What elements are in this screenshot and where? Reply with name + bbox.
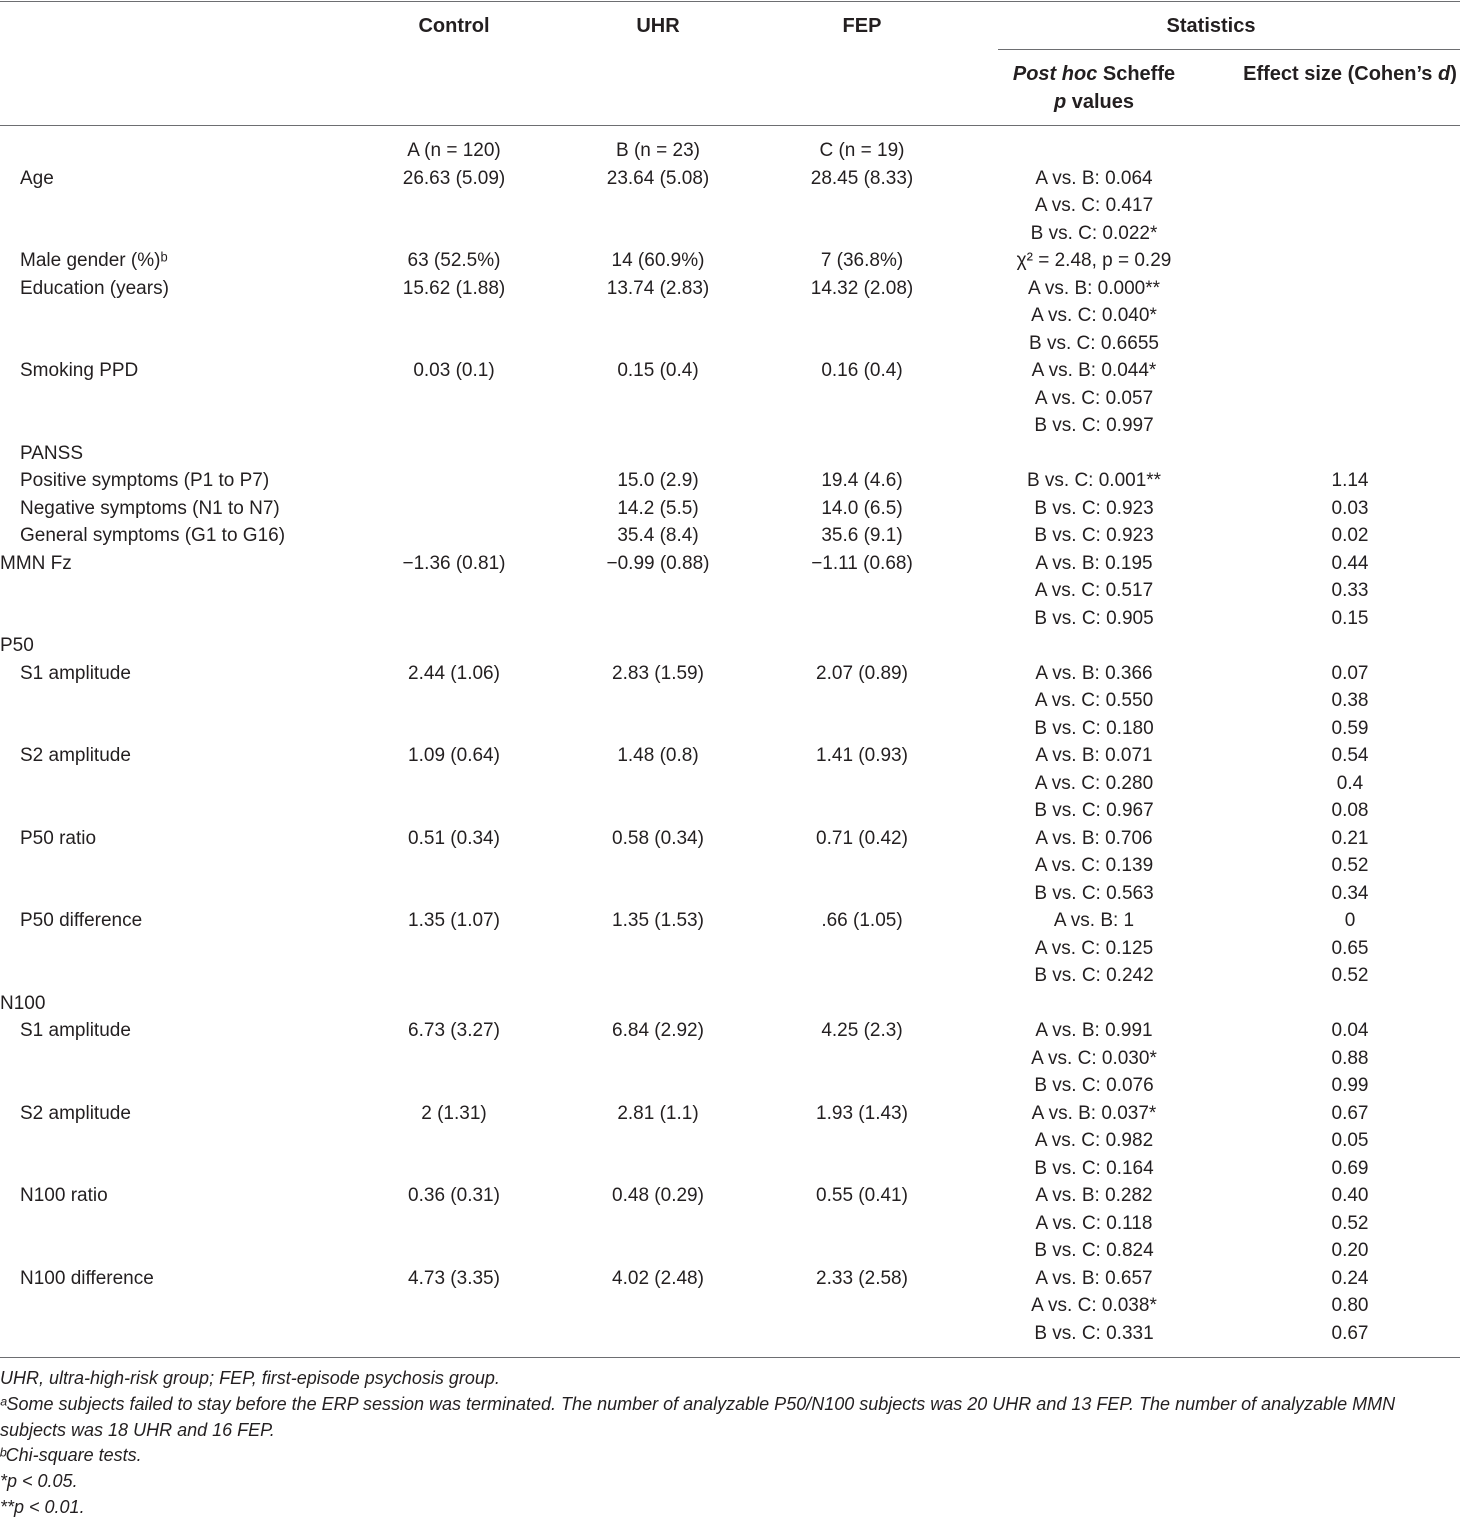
cell-uhr: 0.15 (0.4): [617, 360, 699, 381]
row-label: P50 ratio: [20, 827, 97, 849]
col-header-effect-size: [1236, 60, 1460, 88]
cell-posthoc-p: A vs. B: 0.991: [1035, 1020, 1153, 1041]
table-row: [0, 1127, 1460, 1155]
effect-suffix: ): [1450, 63, 1457, 85]
table-row: [0, 852, 1460, 880]
cell-fep: 2.33 (2.58): [816, 1267, 908, 1289]
cell-fep: C (n = 19): [819, 140, 905, 161]
cell-uhr: −0.99 (0.88): [606, 552, 710, 574]
cell-uhr: 15.0 (2.9): [617, 470, 699, 491]
table-top-rule: [0, 1, 1460, 2]
table-row: [0, 1182, 1460, 1210]
cell-posthoc-p: A vs. C: 0.517: [1034, 580, 1154, 601]
cell-posthoc-p: A vs. B: 0.706: [1035, 827, 1153, 849]
cell-effect-size: 0.07: [1331, 662, 1369, 684]
cell-posthoc-p: A vs. C: 0.125: [1034, 937, 1154, 959]
table-row: [0, 550, 1460, 578]
table-row: [0, 935, 1460, 963]
cell-effect-size: 0.67: [1331, 1102, 1369, 1124]
cell-posthoc-p: A vs. B: 0.071: [1035, 745, 1153, 766]
cell-uhr: B (n = 23): [616, 140, 700, 161]
cell-effect-size: 0.33: [1331, 580, 1369, 601]
cell-effect-size: 0.04: [1331, 1020, 1369, 1041]
cell-effect-size: 0.54: [1331, 745, 1369, 766]
cell-effect-size: 0.20: [1331, 1240, 1369, 1261]
cell-posthoc-p: A vs. B: 0.282: [1035, 1185, 1153, 1206]
table-row: [0, 880, 1460, 908]
cell-control: 63 (52.5%): [407, 250, 501, 271]
row-label: N100 difference: [20, 1267, 154, 1289]
table-row: [0, 192, 1460, 220]
footnote-p05: *p < 0.05.: [0, 1471, 78, 1492]
table-row: [0, 907, 1460, 935]
cell-control: 26.63 (5.09): [402, 167, 506, 189]
col-header-statistics: Statistics: [1166, 15, 1256, 37]
col-header-fep: FEP: [842, 15, 882, 37]
effect-italic: d: [1437, 63, 1451, 85]
table-row: [0, 1072, 1460, 1100]
table-row: [0, 1292, 1460, 1320]
footnote-b: ᵇChi-square tests.: [0, 1445, 142, 1466]
table-row: [0, 302, 1460, 330]
table-row: [0, 990, 1460, 1018]
cell-effect-size: 0.52: [1331, 855, 1369, 876]
cell-effect-size: 0.59: [1331, 717, 1369, 739]
table-row: [0, 632, 1460, 660]
cell-posthoc-p: B vs. C: 0.164: [1034, 1157, 1154, 1179]
cell-effect-size: 0.65: [1331, 937, 1369, 959]
cell-posthoc-p: A vs. C: 0.038*: [1031, 1295, 1157, 1316]
cell-fep: 14.0 (6.5): [821, 497, 903, 519]
col-header-uhr: UHR: [636, 15, 680, 37]
table-row: [0, 715, 1460, 743]
table-row: [0, 1155, 1460, 1183]
cell-fep: 0.16 (0.4): [821, 360, 903, 381]
cell-uhr: 14.2 (5.5): [617, 497, 699, 519]
table-footnotes: [0, 1366, 1440, 1521]
cell-effect-size: 0.38: [1331, 690, 1369, 711]
cell-posthoc-p: A vs. C: 0.417: [1034, 195, 1154, 216]
cell-uhr: 4.02 (2.48): [612, 1267, 704, 1289]
table-row: [0, 385, 1460, 413]
cell-posthoc-p: B vs. C: 0.967: [1034, 800, 1154, 821]
table-row: [0, 1210, 1460, 1238]
cell-posthoc-p: B vs. C: 0.923: [1034, 525, 1154, 546]
table-row: [0, 962, 1460, 990]
cell-effect-size: 0.67: [1331, 1322, 1369, 1344]
cell-fep: 7 (36.8%): [820, 250, 904, 271]
cell-control: 6.73 (3.27): [408, 1020, 500, 1041]
cell-posthoc-p: B vs. C: 0.905: [1034, 607, 1154, 629]
cell-posthoc-p: A vs. B: 1: [1053, 910, 1135, 931]
cell-effect-size: 0.88: [1331, 1047, 1369, 1069]
table-row: [0, 275, 1460, 303]
cell-effect-size: 0.4: [1336, 772, 1364, 794]
cell-fep: 2.07 (0.89): [816, 662, 908, 684]
cell-effect-size: 0.03: [1331, 497, 1369, 519]
cell-uhr: 14 (60.9%): [611, 250, 705, 271]
table-row: [0, 577, 1460, 605]
cell-posthoc-p: B vs. C: 0.824: [1034, 1240, 1154, 1261]
row-label: Smoking PPD: [20, 360, 139, 381]
cell-posthoc-p: A vs. C: 0.139: [1034, 855, 1154, 876]
footnote-a: ᵃSome subjects failed to stay before the ERP session was terminated. The number of analyzable P50/N100 subjects was 20 UHR and 13 FEP. The number of analyzable MMN subjects was 18 UHR and 16 FEP.: [0, 1393, 1396, 1440]
table-row: [0, 1017, 1460, 1045]
table-row: [0, 495, 1460, 523]
table-row: [0, 412, 1460, 440]
cell-effect-size: 0.34: [1331, 882, 1369, 904]
row-label: Negative symptoms (N1 to N7): [20, 497, 280, 519]
cell-control: 2 (1.31): [421, 1102, 487, 1124]
cell-posthoc-p: A vs. B: 0.000**: [1027, 277, 1161, 299]
table-row: [0, 357, 1460, 385]
cell-posthoc-p: A vs. C: 0.118: [1035, 1212, 1153, 1234]
cell-posthoc-p: B vs. C: 0.022*: [1030, 222, 1158, 244]
cell-control: 15.62 (1.88): [402, 277, 506, 299]
cell-posthoc-p: A vs. B: 0.037*: [1031, 1102, 1157, 1124]
pvalues-italic: p: [1053, 91, 1067, 113]
cell-effect-size: 0.40: [1331, 1185, 1369, 1206]
cell-effect-size: 0.24: [1331, 1267, 1369, 1289]
row-label: N100: [0, 992, 46, 1014]
row-label: S2 amplitude: [20, 1102, 131, 1124]
table-row: [0, 825, 1460, 853]
table-bottom-rule: [0, 1357, 1460, 1358]
row-label: S2 amplitude: [20, 745, 131, 766]
row-label: N100 ratio: [20, 1185, 108, 1206]
cell-control: 2.44 (1.06): [408, 662, 500, 684]
cell-fep: 1.41 (0.93): [816, 745, 908, 766]
table-row: [0, 137, 1460, 165]
cell-posthoc-p: B vs. C: 0.242: [1034, 965, 1154, 986]
table-row: [0, 330, 1460, 358]
cell-posthoc-p: A vs. C: 0.057: [1034, 387, 1154, 409]
cell-fep: 28.45 (8.33): [810, 167, 914, 189]
cell-effect-size: 0.80: [1331, 1295, 1369, 1316]
cell-uhr: 23.64 (5.08): [606, 167, 710, 189]
cell-control: 4.73 (3.35): [408, 1267, 500, 1289]
table-row: [0, 522, 1460, 550]
table-row: [0, 220, 1460, 248]
cell-fep: .66 (1.05): [821, 910, 903, 931]
cell-posthoc-p: B vs. C: 0.001**: [1026, 470, 1162, 491]
table-row: [0, 687, 1460, 715]
table-row: [0, 1237, 1460, 1265]
table-body: [0, 137, 1460, 1347]
posthoc-rest: Scheffe: [1097, 63, 1176, 85]
cell-posthoc-p: B vs. C: 0.180: [1034, 717, 1154, 739]
cell-control: 1.35 (1.07): [408, 910, 500, 931]
cell-uhr: 6.84 (2.92): [612, 1020, 704, 1041]
cell-control: −1.36 (0.81): [402, 552, 506, 574]
table-row: [0, 467, 1460, 495]
row-label: Education (years): [20, 277, 169, 299]
cell-uhr: 1.48 (0.8): [617, 745, 699, 766]
cell-effect-size: 1.14: [1331, 470, 1369, 491]
pvalues-rest: values: [1066, 91, 1135, 113]
cell-fep: 4.25 (2.3): [821, 1020, 903, 1041]
cell-uhr: 13.74 (2.83): [606, 277, 710, 299]
header-bottom-rule: [0, 125, 1460, 126]
cell-posthoc-p: A vs. C: 0.982: [1034, 1130, 1154, 1151]
cell-posthoc-p: B vs. C: 0.997: [1034, 415, 1154, 436]
table-row: [0, 1100, 1460, 1128]
cell-effect-size: 0.52: [1331, 965, 1369, 986]
cell-posthoc-p: A vs. B: 0.044*: [1031, 360, 1157, 381]
cell-fep: 35.6 (9.1): [821, 525, 903, 546]
cell-posthoc-p: χ² = 2.48, p = 0.29: [1016, 250, 1172, 271]
row-label: General symptoms (G1 to G16): [20, 525, 286, 546]
cell-fep: 19.4 (4.6): [821, 470, 903, 491]
cell-posthoc-p: B vs. C: 0.6655: [1029, 332, 1159, 354]
cell-effect-size: 0.44: [1331, 552, 1369, 574]
row-label: S1 amplitude: [20, 1020, 131, 1041]
cell-effect-size: 0.69: [1331, 1157, 1369, 1179]
cell-posthoc-p: B vs. C: 0.076: [1034, 1075, 1154, 1096]
cell-posthoc-p: B vs. C: 0.331: [1034, 1322, 1154, 1344]
row-label: P50: [0, 635, 34, 656]
table-row: [0, 660, 1460, 688]
cell-effect-size: 0: [1344, 910, 1356, 931]
cell-fep: 14.32 (2.08): [810, 277, 914, 299]
cell-posthoc-p: B vs. C: 0.563: [1034, 882, 1154, 904]
table-row: [0, 797, 1460, 825]
table-row: [0, 742, 1460, 770]
cell-uhr: 0.58 (0.34): [612, 827, 704, 849]
cell-uhr: 1.35 (1.53): [612, 910, 704, 931]
cell-fep: −1.11 (0.68): [811, 552, 913, 574]
row-label: PANSS: [20, 442, 84, 464]
cell-effect-size: 0.02: [1331, 525, 1369, 546]
row-label: Age: [20, 167, 54, 189]
table-row: [0, 770, 1460, 798]
row-label: Positive symptoms (P1 to P7): [20, 470, 270, 491]
table-row: [0, 1045, 1460, 1073]
cell-posthoc-p: A vs. B: 0.657: [1035, 1267, 1153, 1289]
cell-effect-size: 0.15: [1331, 607, 1369, 629]
cell-posthoc-p: A vs. C: 0.550: [1034, 690, 1154, 711]
cell-uhr: 35.4 (8.4): [617, 525, 699, 546]
table-row: [0, 247, 1460, 275]
cell-control: 1.09 (0.64): [408, 745, 500, 766]
cell-posthoc-p: A vs. B: 0.195: [1035, 552, 1153, 574]
footnote-p01: **p < 0.01.: [0, 1496, 85, 1517]
cell-posthoc-p: A vs. B: 0.064: [1035, 167, 1153, 189]
cell-posthoc-p: A vs. C: 0.030*: [1031, 1047, 1157, 1069]
cell-uhr: 0.48 (0.29): [612, 1185, 704, 1206]
row-label: S1 amplitude: [20, 662, 131, 684]
statistics-header-rule: [998, 49, 1460, 50]
col-header-control: Control: [418, 15, 490, 37]
posthoc-italic: Post hoc: [1012, 63, 1098, 85]
table-row: [0, 605, 1460, 633]
cell-fep: 0.55 (0.41): [816, 1185, 908, 1206]
cell-control: 0.36 (0.31): [408, 1185, 500, 1206]
cell-fep: 1.93 (1.43): [816, 1102, 908, 1124]
table-row: [0, 1265, 1460, 1293]
effect-prefix: Effect size (Cohen’s: [1243, 63, 1438, 85]
cell-posthoc-p: A vs. C: 0.280: [1034, 772, 1154, 794]
cell-effect-size: 0.99: [1331, 1075, 1369, 1096]
cell-effect-size: 0.21: [1331, 827, 1369, 849]
cell-control: A (n = 120): [407, 140, 501, 161]
cell-control: 0.03 (0.1): [413, 360, 495, 381]
cell-uhr: 2.81 (1.1): [617, 1102, 699, 1124]
cell-control: 0.51 (0.34): [408, 827, 500, 849]
cell-effect-size: 0.05: [1331, 1130, 1369, 1151]
col-header-posthoc: [994, 60, 1194, 116]
cell-fep: 0.71 (0.42): [816, 827, 908, 849]
cell-uhr: 2.83 (1.59): [612, 662, 704, 684]
cell-posthoc-p: A vs. C: 0.040*: [1031, 305, 1157, 326]
row-label: Male gender (%)ᵇ: [20, 250, 168, 271]
cell-effect-size: 0.08: [1331, 800, 1369, 821]
row-label: MMN Fz: [0, 552, 72, 574]
row-label: P50 difference: [20, 910, 143, 931]
table-row: [0, 1320, 1460, 1348]
table-row: [0, 165, 1460, 193]
footnote-abbreviations: UHR, ultra-high-risk group; FEP, first-episode psychosis group.: [0, 1368, 500, 1388]
cell-posthoc-p: A vs. B: 0.366: [1035, 662, 1153, 684]
table-row: [0, 440, 1460, 468]
cell-effect-size: 0.52: [1331, 1212, 1369, 1234]
cell-posthoc-p: B vs. C: 0.923: [1034, 497, 1154, 519]
